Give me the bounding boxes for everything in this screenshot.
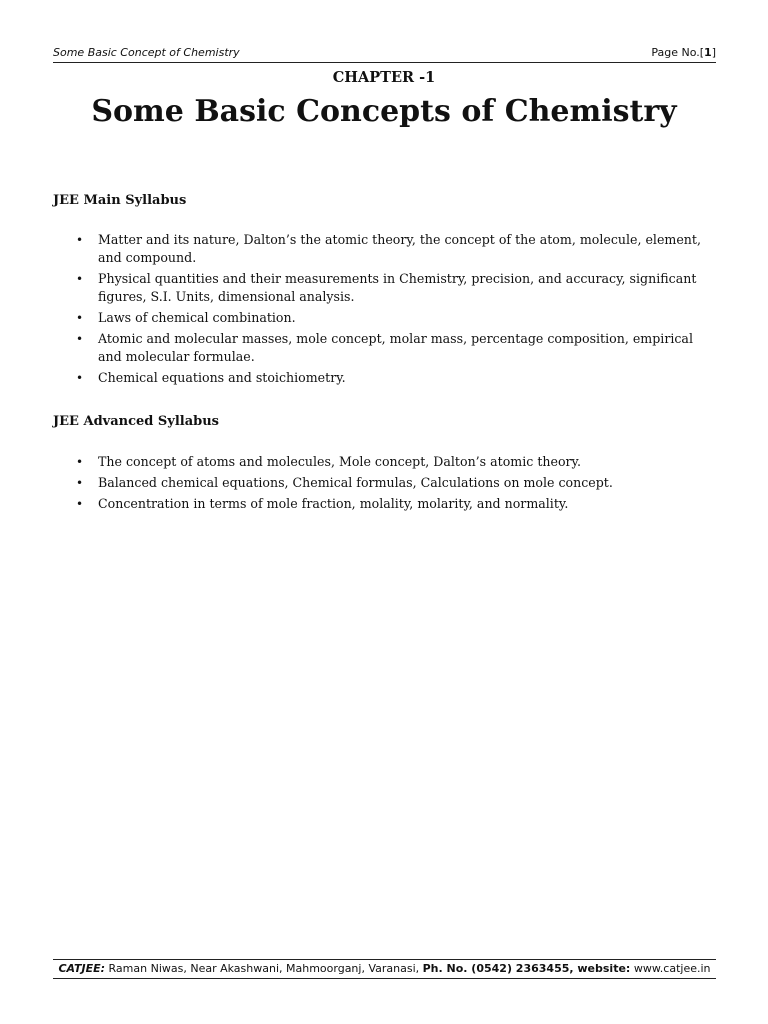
bullet-icon: • <box>76 371 84 385</box>
bullet-icon: • <box>76 332 84 346</box>
bullet-icon: • <box>76 455 84 469</box>
list-item: • Laws of chemical combination. <box>76 310 296 325</box>
list-item: • Chemical equations and stoichiometry. <box>76 370 346 385</box>
list-item: • Balanced chemical equations, Chemical formulas, Calculations on mole concept. <box>76 475 613 490</box>
footer-website: www.catjee.in <box>630 962 711 975</box>
list-item: • Atomic and molecular masses, mole concept, molar mass, percentage composition, empirical and molecular formulae. <box>76 331 693 364</box>
header-page-number: Page No.[1] <box>651 46 716 59</box>
list-item: • Physical quantities and their measurements in Chemistry, precision, and accuracy, significant figures, S.I. Units, dimensional analysis. <box>76 271 697 304</box>
bullet-icon: • <box>76 497 84 511</box>
list-item: • Matter and its nature, Dalton’s the atomic theory, the concept of the atom, molecule, element, and compound. <box>76 232 701 265</box>
page-title: Some Basic Concepts of Chemistry <box>91 94 677 129</box>
advanced-syllabus-list <box>53 453 703 516</box>
footer-phone: Ph. No. (0542) 2363455, website: <box>422 962 631 975</box>
bullet-icon: • <box>76 476 84 490</box>
bullet-icon: • <box>76 272 84 286</box>
bullet-icon: • <box>76 233 84 247</box>
advanced-syllabus-heading: JEE Advanced Syllabus <box>53 414 220 429</box>
footer-brand: CATJEE: <box>58 962 106 975</box>
list-item: • Concentration in terms of mole fraction, molality, molarity, and normality. <box>76 496 569 511</box>
page-footer <box>53 959 716 979</box>
header-document-title: Some Basic Concept of Chemistry <box>53 46 240 59</box>
bullet-icon: • <box>76 311 84 325</box>
page-header <box>53 44 716 63</box>
page-number-value: 1 <box>704 46 712 59</box>
footer-address: Raman Niwas, Near Akashwani, Mahmoorganj, Varanasi, <box>105 962 423 975</box>
chapter-label: CHAPTER -1 <box>332 69 436 86</box>
list-item: • The concept of atoms and molecules, Mole concept, Dalton’s atomic theory. <box>76 454 582 469</box>
main-syllabus-heading: JEE Main Syllabus <box>53 193 187 208</box>
main-syllabus-list <box>53 231 703 390</box>
